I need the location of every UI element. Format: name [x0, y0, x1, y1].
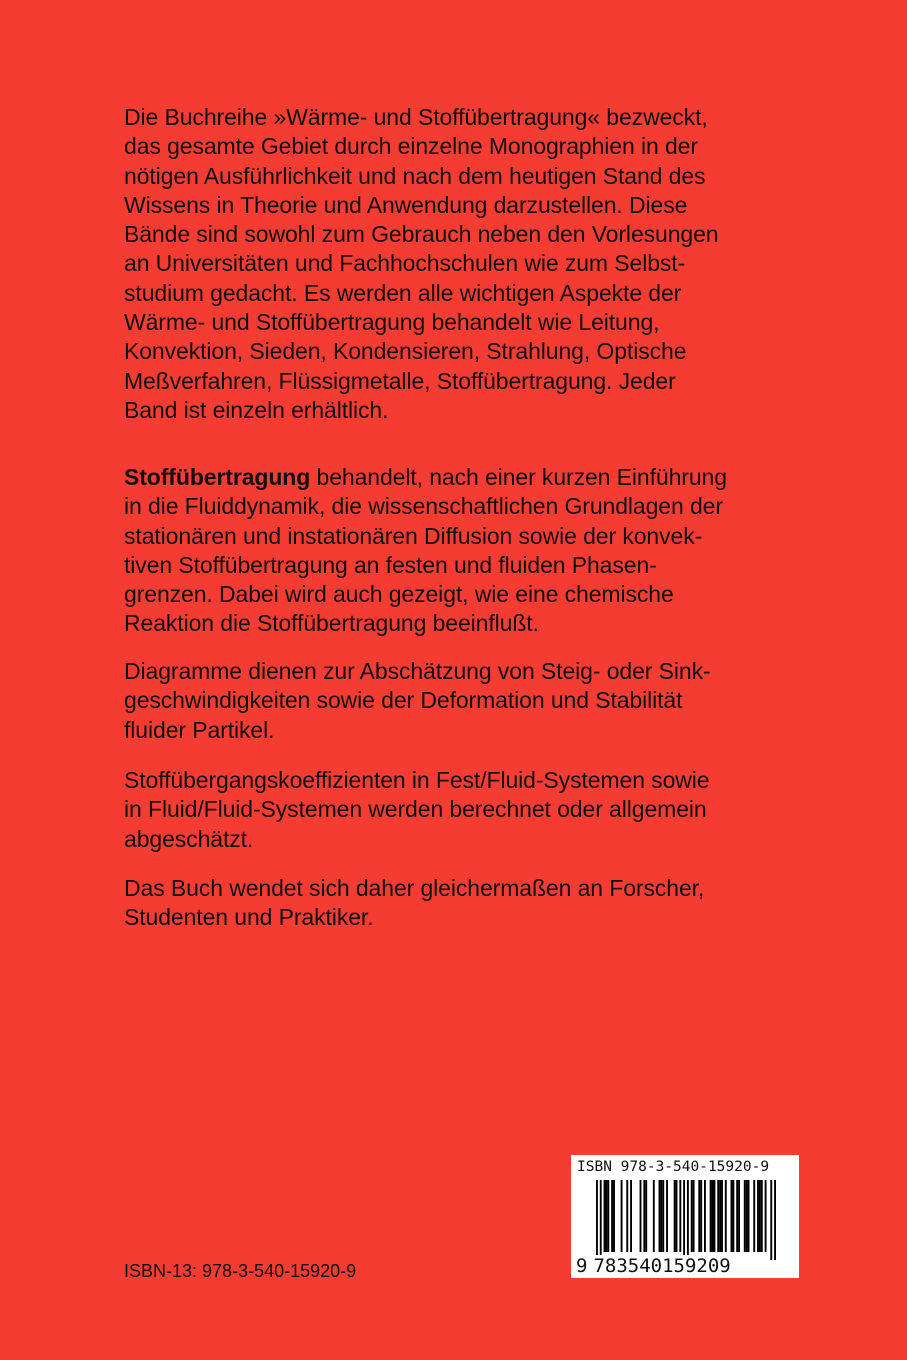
paragraph-line: Konvektion, Sieden, Kondensieren, Strahlung, Optische: [124, 338, 687, 365]
audience-paragraph: [124, 874, 824, 933]
paragraph-line: Stoffübergangskoeffizienten in Fest/Fluid-Systemen sowie: [124, 767, 710, 793]
paragraph-line: Diagramme dienen zur Abschätzung von Steig- oder Sink-: [124, 658, 711, 684]
barcode-bar: [736, 1180, 738, 1252]
barcode-bar: [731, 1180, 733, 1252]
paragraph-line: Das Buch wendet sich daher gleichermaßen an Forscher,: [124, 875, 705, 901]
barcode-bar: [712, 1180, 714, 1252]
barcode-isbn-label: ISBN 978-3-540-15920-9: [577, 1159, 770, 1175]
barcode-bar: [693, 1180, 695, 1252]
paragraph-line: das gesamte Gebiet durch einzelne Monographien in der: [124, 133, 698, 160]
barcode-bar: [676, 1180, 678, 1252]
barcode-bar: [738, 1180, 740, 1252]
paragraph-line: nötigen Ausführlichkeit und nach dem heutigen Stand des: [124, 162, 706, 189]
barcode-bar: [748, 1180, 750, 1252]
barcode-bar: [679, 1180, 681, 1252]
barcode-bar: [753, 1180, 755, 1252]
paragraph-first-line: [124, 463, 824, 492]
barcode-bar: [662, 1180, 664, 1252]
barcode-digits: [576, 1255, 731, 1277]
barcode-bar: [611, 1180, 613, 1252]
paragraph-line: Wärme- und Stoffübertragung behandelt wie Leitung,: [124, 309, 660, 336]
barcode-bar: [674, 1180, 676, 1252]
barcode-bar: [774, 1180, 776, 1260]
barcode-bar: [683, 1180, 685, 1260]
barcode-bar: [605, 1180, 607, 1252]
topic-description-paragraph: [124, 463, 824, 639]
barcode-bar: [700, 1180, 702, 1252]
barcode-bar: [698, 1180, 700, 1252]
barcode-bar: [600, 1180, 602, 1260]
paragraph-line: an Universitäten und Fachhochschulen wie zum Selbst-: [124, 250, 686, 277]
barcode-bar: [744, 1180, 746, 1252]
paragraph-line: Reaktion die Stoffübertragung beeinflußt.: [124, 610, 539, 637]
barcode-bar: [621, 1180, 623, 1252]
isbn-barcode: [571, 1155, 799, 1278]
barcode-bar: [713, 1180, 715, 1252]
paragraph-line: Bände sind sowohl zum Gebrauch neben den Vorlesungen: [124, 221, 719, 248]
barcode-bar: [710, 1180, 712, 1252]
barcode-bar: [704, 1180, 706, 1252]
paragraph-line: Band ist einzeln erhältlich.: [124, 396, 389, 423]
paragraph-line: in die Fluiddynamik, die wissenschaftlichen Grundlagen der: [124, 493, 723, 520]
paragraph-line: Studenten und Praktiker.: [124, 904, 374, 931]
paragraph-line: tiven Stoffübertragung an festen und fluiden Phasen-: [124, 551, 657, 578]
barcode-bar: [660, 1180, 662, 1252]
paragraph-line: geschwindigkeiten sowie der Deformation und Stabilität: [124, 687, 683, 714]
barcode-bar: [759, 1180, 761, 1252]
barcode-bar: [604, 1180, 606, 1252]
barcode-bar: [607, 1180, 609, 1252]
barcode-bar: [761, 1180, 763, 1252]
barcode-bar: [645, 1180, 647, 1252]
barcode-bar: [659, 1180, 661, 1252]
barcode-bar: [643, 1180, 645, 1252]
barcode-bar: [765, 1180, 767, 1252]
paragraph-line: Wissens in Theorie und Anwendung darzustellen. Diese: [124, 191, 688, 218]
barcode-bar: [725, 1180, 727, 1252]
barcode-bar: [746, 1180, 748, 1252]
paragraph-line: fluider Partikel.: [124, 716, 275, 743]
barcode-bar: [626, 1180, 628, 1252]
paragraph-line: abgeschätzt.: [124, 825, 254, 852]
barcode-bars-graphic: [596, 1180, 776, 1260]
barcode-bar: [666, 1180, 668, 1252]
paragraph-line: in Fluid/Fluid-Systemen werden berechnet oder allgemein: [124, 796, 707, 823]
diagram-paragraph: [124, 657, 824, 745]
barcode-bar: [687, 1180, 689, 1260]
barcode-bar: [757, 1180, 759, 1252]
barcode-bar: [596, 1180, 598, 1260]
barcode-bar: [721, 1180, 723, 1252]
first-line-rest: behandelt, nach einer kurzen Einführung: [310, 464, 727, 490]
barcode-main-digits: 783540159209: [593, 1255, 731, 1277]
paragraph-line: studium gedacht. Es werden alle wichtigen Aspekte der: [124, 279, 682, 306]
paragraph-line: stationären und instationären Diffusion sowie der konvek-: [124, 522, 703, 549]
book-title-bold: Stoffübertragung: [124, 464, 311, 490]
barcode-bar: [653, 1180, 655, 1252]
paragraph-line: Die Buchreihe »Wärme- und Stoffübertragung« bezweckt,: [124, 104, 708, 130]
barcode-bar: [719, 1180, 721, 1252]
paragraph-line: grenzen. Dabei wird auch gezeigt, wie eine chemische: [124, 581, 674, 608]
barcode-bar: [640, 1180, 642, 1252]
barcode-bar: [691, 1180, 693, 1252]
barcode-lead-digit: 9: [576, 1255, 588, 1277]
paragraph-line: Meßverfahren, Flüssigmetalle, Stoffübertragung. Jeder: [124, 367, 676, 394]
isbn-footer-text: ISBN-13: 978-3-540-15920-9: [124, 1261, 357, 1281]
barcode-bar: [613, 1180, 615, 1252]
coefficient-paragraph: [124, 766, 824, 854]
barcode-bar: [630, 1180, 632, 1252]
barcode-bar: [732, 1180, 734, 1252]
barcode-bar: [770, 1180, 772, 1260]
barcode-bar: [717, 1180, 719, 1252]
series-description-paragraph: [124, 103, 824, 425]
